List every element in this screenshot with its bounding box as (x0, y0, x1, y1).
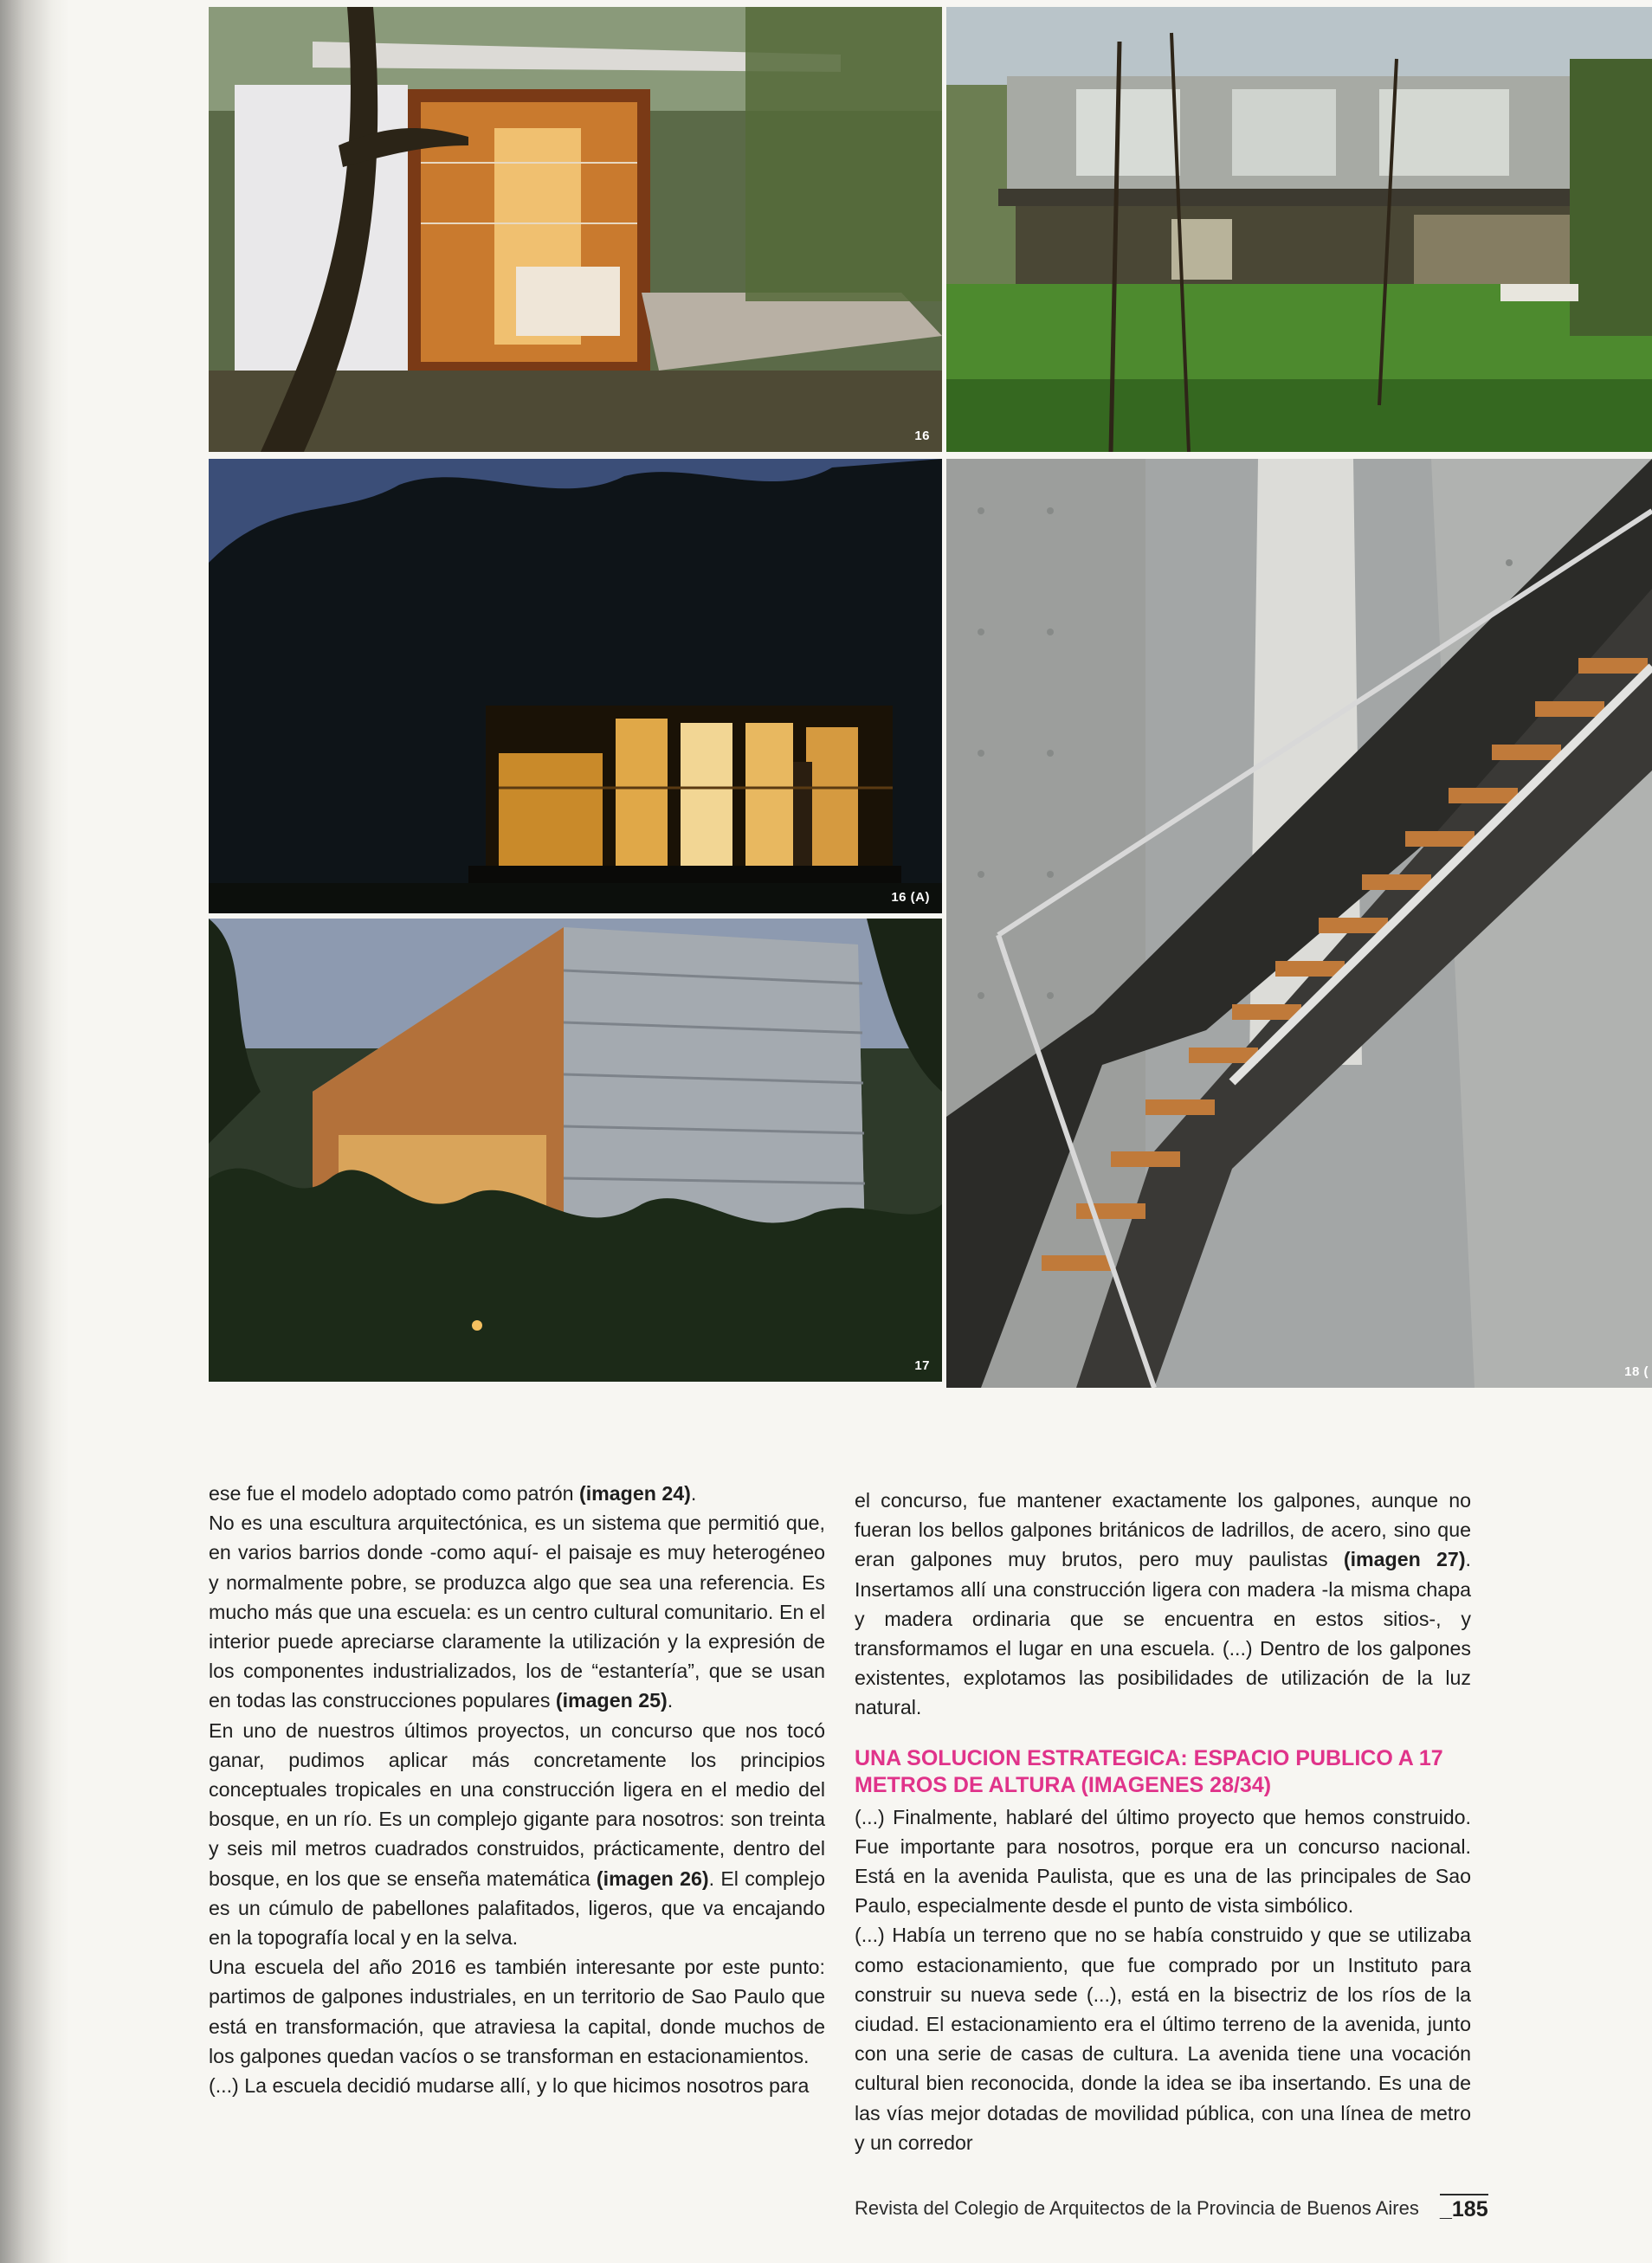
photo-16a-night-pavilion (209, 459, 942, 913)
section-heading: UNA SOLUCION ESTRATEGICA: ESPACIO PUBLICO A 17 METROS DE ALTURA (IMAGENES 28/34) (855, 1745, 1443, 1797)
paragraph: (...) La escuela decidió mudarse allí, y lo que hicimos nosotros para (209, 2074, 810, 2098)
photo-caption: 16 (914, 429, 930, 443)
paragraph: En uno de nuestros últimos proyectos, un concurso que nos tocó ganar, pudimos aplicar más concretamente los principios conceptuales tropicales en una construcción ligera en el medio del bosque, en un río. Es un complejo gigante para nosotros: son treinta y seis mil metros cuadrados construidos, prácticamente, dentro del bosque, en los que se enseña matemática (imagen 26). El complejo es un cúmulo de pabellones palafitados, ligeros, que va encajando en la topografía local y en la selva. (209, 1718, 825, 1950)
photo-18-concrete-stairs (946, 459, 1652, 1388)
paragraph: (...) Había un terreno que no se había construido y que se utilizaba como estacionamiento, que fue comprado por un Instituto para construir su nueva sede (...), está en la bisectriz de los ríos de la ciudad. El estacionamiento era el último terreno de la avenida, junto con una serie de casas de cultura. La avenida tiene una vocación cultural bien reconocida, donde la idea se iba insertando. Es una de las vías mejor dotadas de movilidad pública, con una línea de metro y un corredor (855, 1924, 1471, 2154)
article-column-left (209, 1479, 825, 2100)
image-reference: (imagen 27) (1343, 1548, 1466, 1571)
photo-caption: 18 ( (1624, 1364, 1649, 1379)
image-reference: (imagen 25) (555, 1689, 668, 1712)
photo-17-building-jungle (209, 919, 942, 1382)
paragraph: (...) Finalmente, hablaré del último proyecto que hemos construido. Fue importante para nosotros, porque era un concurso nacional. Está en la avenida Paulista, que es una de las principales de Sao Paulo, especialmente desde el punto de vista simbólico. (855, 1805, 1471, 1918)
image-reference: (imagen 26) (596, 1866, 709, 1890)
paragraph: Una escuela del año 2016 es también interesante por este punto: partimos de galpones industriales, en un territorio de Sao Paulo que está en transformación, que atraviesa la capital, donde muchos de los galpones quedan vacíos o se transforman en estacionamientos. (209, 1956, 825, 2067)
image-reference: (imagen 24) (578, 1482, 691, 1505)
photo-16-pavilion (209, 7, 942, 452)
paragraph: No es una escultura arquitectónica, es un sistema que permitió que, en varios barrios donde -como aquí- el paisaje es muy heterogéneo y normalmente pobre, se produzca algo que sea una referencia. Es mucho más que una escuela: es un centro cultural comunitario. En el interior puede apreciarse claramente la utilización y la expresión de los componentes industrializados, los de “estantería”, que se usan en todas las construcciones populares (imagen 25). (209, 1512, 825, 1712)
photo-caption: 16 (A) (891, 890, 930, 905)
photo-house-lawn (946, 7, 1652, 452)
page-number: _185 (1440, 2194, 1488, 2222)
page-gutter-shadow (0, 0, 69, 2263)
journal-footer: Revista del Colegio de Arquitectos de la Provincia de Buenos Aires (855, 2197, 1419, 2219)
photo-caption: 17 (914, 1358, 930, 1373)
article-column-right (855, 1486, 1471, 2157)
paragraph: ese fue el modelo adoptado como patrón (imagen 24). (209, 1482, 697, 1505)
paragraph: el concurso, fue mantener exactamente los galpones, aunque no fueran los bellos galpones británicos de ladrillos, de acero, sino que eran galpones muy brutos, pero muy paulistas (imagen 27). Insertamos allí una construcción ligera con madera -la misma chapa y madera ordinaria que se encuentra en estos sitios-, y transformamos el lugar en una escuela. (...) Dentro de los galpones existentes, explotamos las posibilidades de utilización de la luz natural. (855, 1489, 1471, 1719)
